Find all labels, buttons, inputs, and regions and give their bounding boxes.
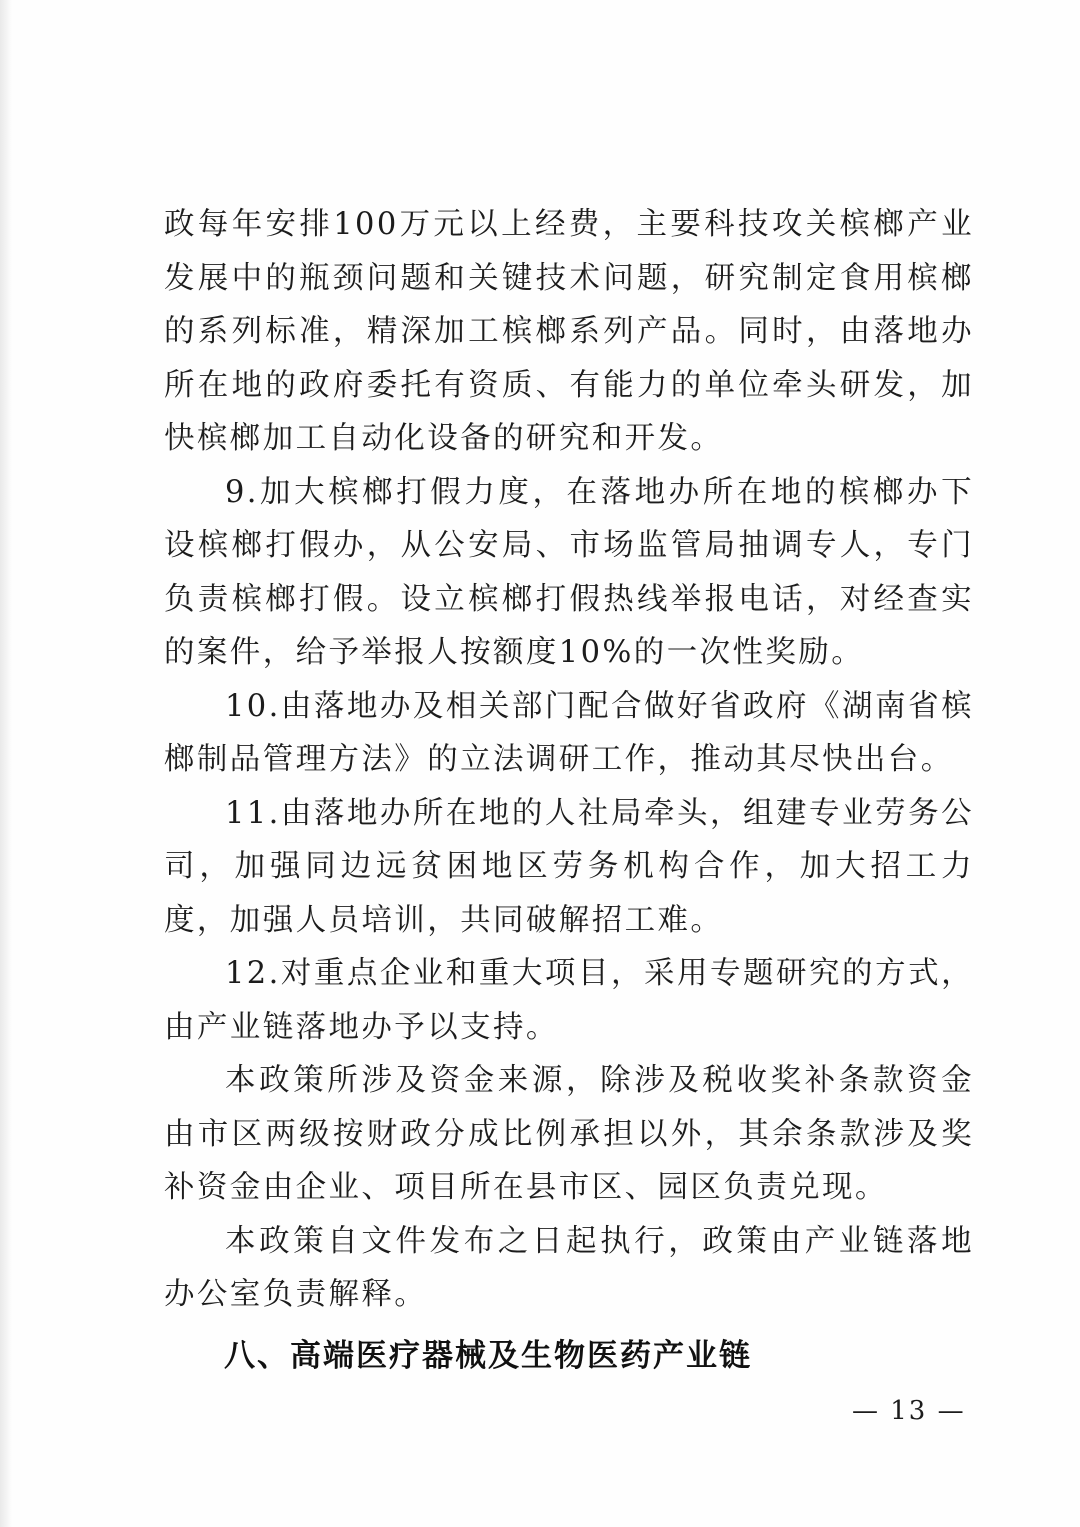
paragraph-item-10: 10.由落地办及相关部门配合做好省政府《湖南省槟榔制品管理方法》的立法调研工作，推动其尽快出台。 — [164, 688, 974, 777]
paragraph-funding-source: 本政策所涉及资金来源，除涉及税收奖补条款资金由市区两级按财政分成比例承担以外，其余条款涉及奖补资金由企业、项目所在县市区、园区负责兑现。 — [164, 1063, 974, 1205]
paragraph-item-9: 9.加大槟榔打假力度，在落地办所在地的槟榔办下设槟榔打假办，从公安局、市场监管局抽调专人，专门负责槟榔打假。设立槟榔打假热线举报电话，对经查实的案件，给予举报人按额度10%的一次性奖励。 — [164, 474, 974, 670]
document-body — [164, 198, 974, 1322]
paragraph-item-11: 11.由落地办所在地的人社局牵头，组建专业劳务公司，加强同边远贫困地区劳务机构合作，加大招工力度，加强人员培训，共同破解招工难。 — [164, 795, 974, 938]
paragraph-continuation: 政每年安排100万元以上经费，主要科技攻关槟榔产业发展中的瓶颈问题和关键技术问题，研究制定食用槟榔的系列标准，精深加工槟榔系列产品。同时，由落地办所在地的政府委托有资质、有能力的单位牵头研发，加快槟榔加工自动化设备的研究和开发。 — [164, 207, 974, 456]
page-edge-shadow — [0, 0, 12, 1527]
section-heading: 八、高端医疗器械及生物医药产业链 — [224, 1338, 752, 1374]
paragraph-effective-date: 本政策自文件发布之日起执行，政策由产业链落地办公室负责解释。 — [164, 1223, 974, 1312]
paragraph-item-12: 12.对重点企业和重大项目，采用专题研究的方式，由产业链落地办予以支持。 — [164, 956, 974, 1045]
page-number: — 13 — — [852, 1396, 966, 1426]
